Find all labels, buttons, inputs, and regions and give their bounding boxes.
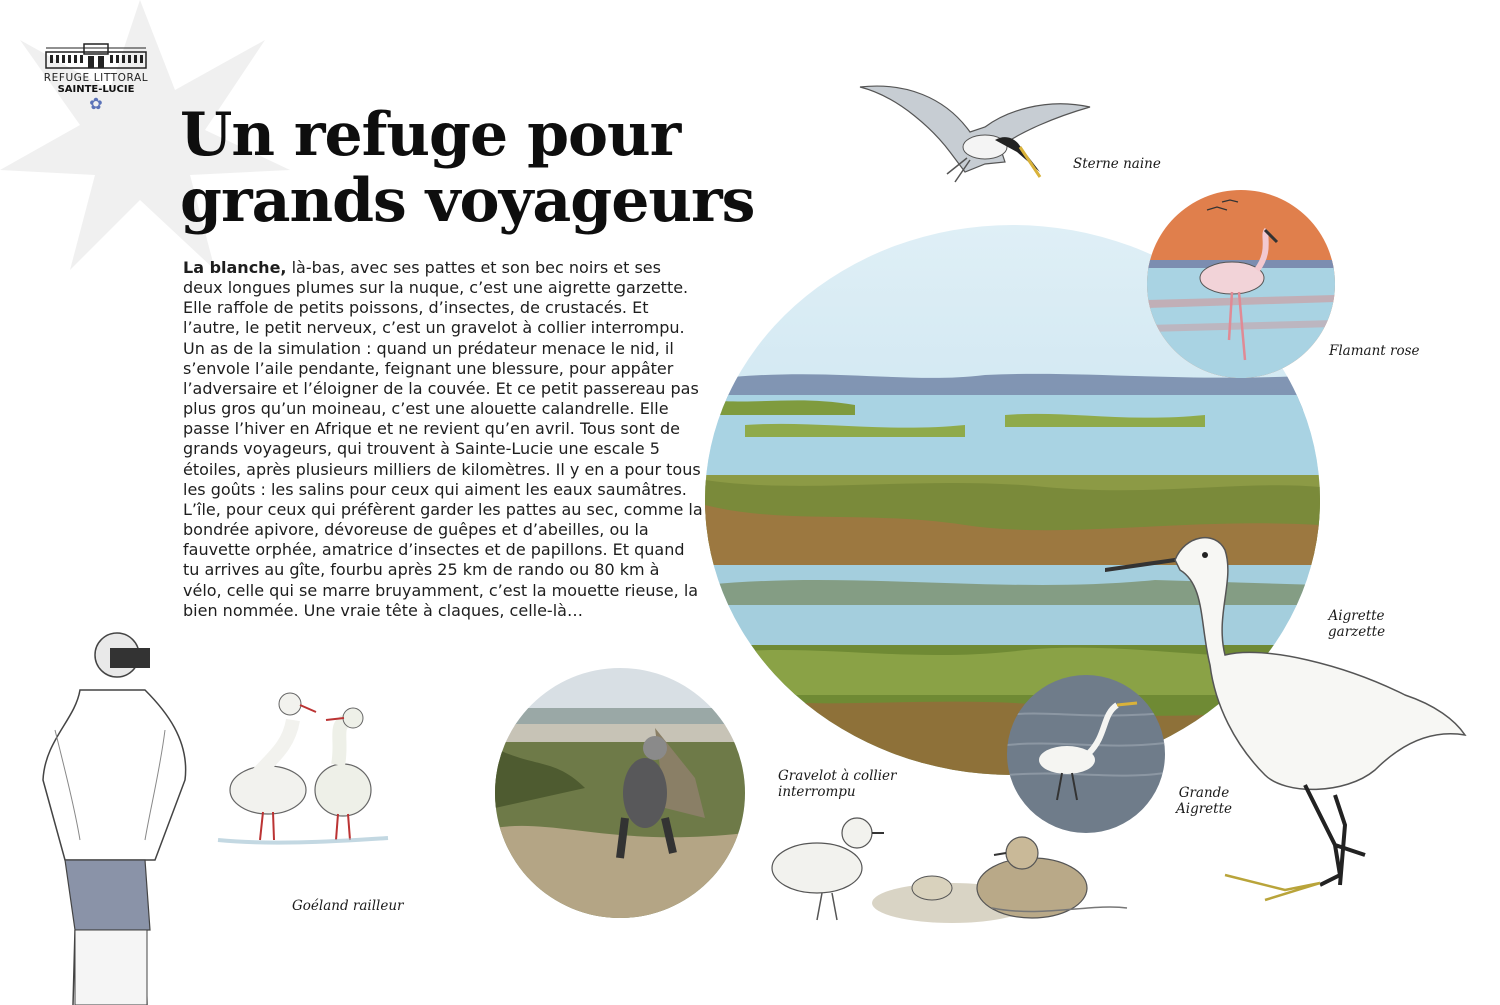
refuge-logo	[40, 40, 152, 112]
birdwatcher-illustration	[35, 630, 195, 1005]
flamingo-image	[1147, 190, 1335, 378]
title-line-1: Un refuge pour	[180, 100, 681, 170]
caption-flamant: Flamant rose	[1329, 343, 1420, 359]
caption-aigrette-garzette-line-1: Aigrette	[1328, 608, 1385, 624]
logo-line-name: SAINTE-LUCIE	[57, 84, 135, 95]
caption-goeland: Goéland railleur	[292, 898, 404, 914]
body-lead: La blanche,	[183, 258, 287, 277]
tern-illustration	[855, 72, 1095, 187]
field-photo-image	[495, 668, 745, 918]
caption-grande-aigrette-line-1: Grande	[1178, 785, 1230, 801]
logo-line-refuge: REFUGE LITTORAL	[43, 72, 149, 84]
plover-illustration	[762, 808, 1132, 933]
caption-gravelot-line-2: interrompu	[778, 784, 856, 800]
body-paragraph	[183, 258, 703, 621]
page-title	[180, 102, 860, 234]
body-text: là-bas, avec ses pattes et son bec noirs et ses deux longues plumes sur la nuque, c’est une aigrette garzette. Elle raffole de petits poissons, d’insectes, de crustacés. Et l’autre, le petit nerveux, c’est un gravelot à collier interrompu. Un as de la simulation : quand un prédateur menace le nid, il s’envole l’aile pendante, feignant une blessure, pour appâter l’adversaire et l’éloigner de la couvée. Et ce petit passereau pas plus gros qu’un moineau, c’est une alouette calandrelle. Elle passe l’hiver en Afrique et ne revient qu’en avril. Tous sont de grands voyageurs, qui trouvent à Sainte-Lucie une escale 5 étoiles, après plusieurs milliers de kilomètres. Il y en a pour tous les goûts : les salins pour ceux qui aiment les eaux saumâtres. L’île, pour ceux qui préfèrent garder les pattes au sec, comme la bondrée apivore, dévoreuse de guêpes et d’abeilles, ou la fauvette orphée, amatrice d’insectes et de papillons. Et quand tu arrives au gîte, fourbu après 25 km de rando ou 80 km à vélo, celle qui se marre bruyamment, c’est la mouette rieuse, la bien nommée. Une vraie tête à claques, celle-là…	[183, 258, 703, 620]
caption-aigrette-garzette-line-2: garzette	[1328, 624, 1386, 640]
caption-gravelot-line-1: Gravelot à collier	[778, 768, 897, 784]
caption-sterne: Sterne naine	[1073, 156, 1161, 172]
title-line-2: grands voyageurs	[180, 166, 755, 236]
caption-gravelot	[778, 768, 897, 800]
flower-icon: ✿	[89, 94, 103, 113]
caption-aigrette-garzette	[1328, 608, 1385, 640]
building-icon	[44, 40, 148, 70]
caption-grande-aigrette-line-2: Aigrette	[1176, 801, 1232, 817]
gulls-illustration	[208, 690, 393, 855]
little-egret-illustration	[1105, 525, 1475, 905]
